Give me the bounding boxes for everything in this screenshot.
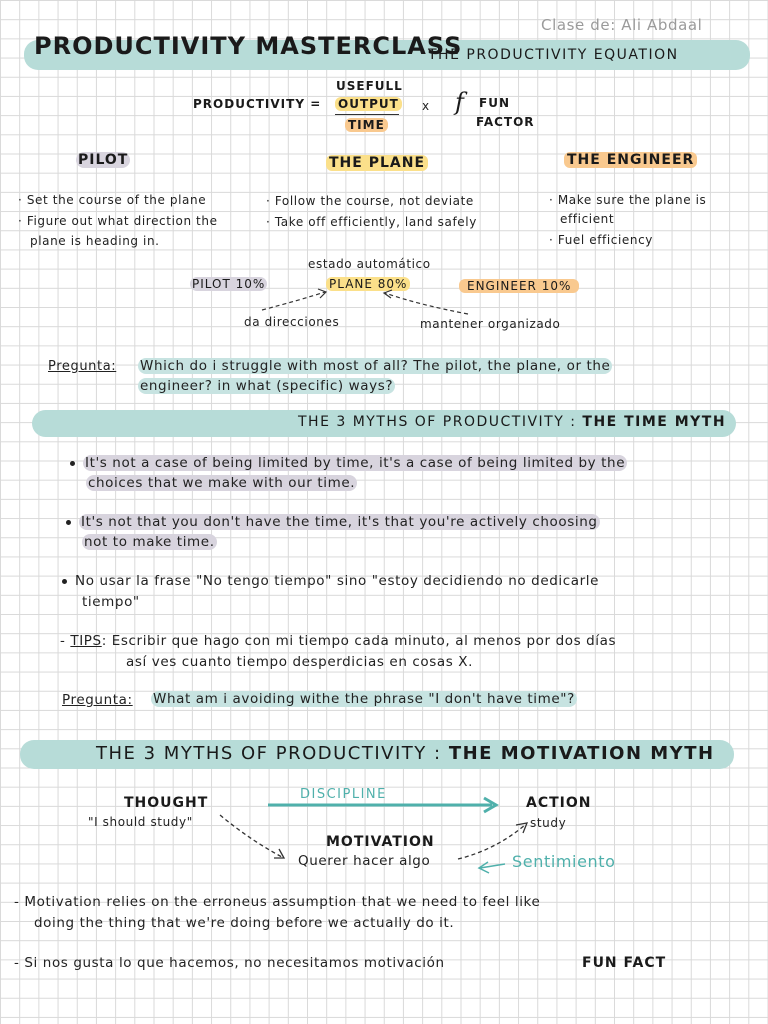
- function-f: f: [455, 88, 464, 116]
- question1-label: Pregunta:: [48, 359, 117, 374]
- motivation-arrows: [0, 760, 768, 880]
- time-bullet-2: It's not that you don't have the time, it's that you're actively choosing: [66, 514, 600, 530]
- motivation-note-2: - Si nos gusta lo que hacemos, no necesitamos motivación: [14, 955, 445, 971]
- equation-section-title: THE PRODUCTIVITY EQUATION: [428, 47, 679, 63]
- credit-text: Clase de: Ali Abdaal: [541, 16, 703, 34]
- question2-label: Pregunta:: [62, 692, 133, 708]
- plane-item-1: · Follow the course, not deviate: [266, 194, 474, 208]
- question1-line1: Which do i struggle with most of all? The pilot, the plane, or the: [140, 358, 611, 374]
- engineer-item-2: efficient: [560, 212, 615, 226]
- equation-numerator: OUTPUT: [335, 97, 402, 111]
- action-sub: study: [530, 816, 567, 830]
- equation-fun: FUN: [479, 96, 510, 110]
- pilot-heading: PILOT: [78, 152, 129, 168]
- time-myth-title: THE 3 MYTHS OF PRODUCTIVITY : THE TIME MYTH: [298, 414, 727, 430]
- time-bullet-1: It's not a case of being limited by time, it's a case of being limited by the: [70, 455, 627, 471]
- engineer-heading: THE ENGINEER: [564, 152, 697, 168]
- tips-line-1: - TIPS: Escribir que hago con mi tiempo cada minuto, al menos por dos días: [60, 633, 617, 649]
- motivation-sub: Querer hacer algo: [298, 853, 431, 869]
- equation-denominator: TIME: [345, 118, 388, 132]
- motivation-myth-title: THE 3 MYTHS OF PRODUCTIVITY : THE MOTIVATION MYTH: [96, 743, 715, 764]
- time-bullet-3-cont: tiempo": [82, 594, 140, 610]
- page-title: PRODUCTIVITY MASTERCLASS: [34, 32, 463, 60]
- engineer-item-3: · Fuel efficiency: [549, 233, 654, 247]
- motivation-note-1-cont: doing the thing that we're doing before we actually do it.: [34, 915, 455, 931]
- engineer-note: mantener organizado: [420, 317, 561, 331]
- sentimiento-label: Sentimiento: [512, 852, 616, 871]
- question2-text: What am i avoiding withe the phrase "I don't have time"?: [153, 691, 575, 707]
- motivation-label: MOTIVATION: [326, 834, 435, 850]
- time-bullet-1-cont: choices that we make with our time.: [88, 475, 356, 491]
- plane-percent: PLANE 80%: [326, 277, 410, 291]
- equation-lhs: PRODUCTIVITY =: [193, 97, 322, 111]
- engineer-item-1: · Make sure the plane is: [549, 193, 707, 207]
- equation-numerator-top: USEFULL: [336, 79, 403, 93]
- fun-fact-tag: FUN FACT: [582, 955, 667, 971]
- tips-line-2: así ves cuanto tiempo desperdicias en cosas X.: [126, 654, 474, 670]
- equation-times: x: [422, 99, 430, 113]
- equation-factor: FACTOR: [476, 115, 535, 129]
- time-bullet-2-cont: not to make time.: [84, 534, 215, 550]
- pilot-item-2: · Figure out what direction the: [18, 214, 218, 228]
- plane-item-2: · Take off efficiently, land safely: [266, 215, 477, 229]
- motivation-note-1: - Motivation relies on the erroneus assumption that we need to feel like: [14, 894, 541, 910]
- pilot-item-3: plane is heading in.: [30, 234, 160, 248]
- action-label: ACTION: [526, 795, 592, 811]
- pilot-note: da direcciones: [244, 315, 340, 329]
- discipline-label: DISCIPLINE: [300, 787, 387, 802]
- engineer-percent: ENGINEER 10%: [459, 279, 579, 293]
- pilot-item-1: · Set the course of the plane: [18, 193, 207, 207]
- thought-label: THOUGHT: [124, 795, 209, 811]
- plane-heading: THE PLANE: [326, 155, 428, 171]
- question1-line2: engineer? in what (specific) ways?: [140, 378, 394, 394]
- auto-state-label: estado automático: [308, 257, 431, 271]
- time-bullet-3: No usar la frase "No tengo tiempo" sino "estoy decidiendo no dedicarle: [62, 573, 599, 589]
- pilot-percent: PILOT 10%: [192, 277, 266, 291]
- split-arrows: [0, 0, 768, 340]
- thought-sub: "I should study": [88, 815, 193, 829]
